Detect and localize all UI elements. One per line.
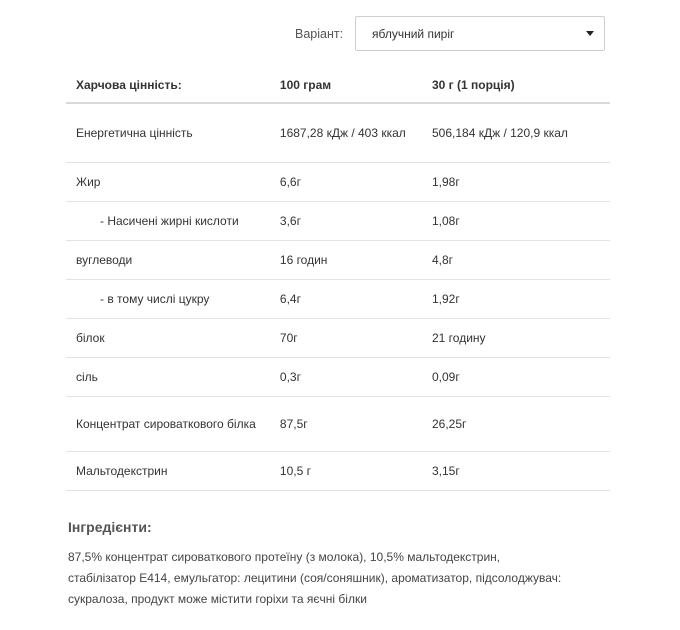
row-name: Жир	[66, 163, 270, 202]
row-per-serving: 21 годину	[422, 319, 610, 358]
row-per-serving: 26,25г	[422, 397, 610, 452]
header-nutrition: Харчова цінність:	[66, 67, 270, 103]
table-row	[66, 280, 610, 319]
table-row	[66, 319, 610, 358]
table-row	[66, 358, 610, 397]
row-name: - в тому числі цукру	[66, 280, 270, 319]
row-per-100g: 10,5 г	[270, 452, 422, 491]
row-per-100g: 0,3г	[270, 358, 422, 397]
row-per-100g: 1687,28 кДж / 403 ккал	[270, 103, 422, 163]
table-row	[66, 397, 610, 452]
row-per-100g: 3,6г	[270, 202, 422, 241]
row-per-serving: 506,184 кДж / 120,9 ккал	[422, 103, 610, 163]
ingredients-text: 87,5% концентрат сироваткового протеїну (з молока), 10,5% мальтодекстрин, стабілізатор Е414, емульгатор: лецитини (соя/соняшник), ароматизатор, підсолоджувач: сукралоза, продукт може містити горіхи та яєчні білки	[68, 550, 562, 606]
variant-selector-row	[295, 15, 605, 52]
caret-down-icon	[586, 31, 594, 36]
variant-label: Варіант:	[295, 26, 344, 41]
row-name: вуглеводи	[66, 241, 270, 280]
row-per-serving: 1,92г	[422, 280, 610, 319]
header-per-100g: 100 грам	[270, 67, 422, 103]
nutrition-table	[66, 67, 610, 491]
header-per-serving: 30 г (1 порція)	[422, 67, 610, 103]
table-row	[66, 103, 610, 163]
table-row	[66, 163, 610, 202]
row-per-100g: 70г	[270, 319, 422, 358]
row-per-serving: 3,15г	[422, 452, 610, 491]
variant-select[interactable]	[355, 16, 605, 51]
table-row	[66, 241, 610, 280]
row-per-serving: 0,09г	[422, 358, 610, 397]
row-per-100g: 6,6г	[270, 163, 422, 202]
ingredients-title: Інгредієнти:	[68, 519, 152, 535]
row-name: сіль	[66, 358, 270, 397]
row-per-100g: 87,5г	[270, 397, 422, 452]
table-row	[66, 452, 610, 491]
row-name: Концентрат сироваткового білка	[66, 397, 270, 452]
variant-selected-value: яблучний пиріг	[372, 26, 455, 41]
row-per-serving: 1,98г	[422, 163, 610, 202]
row-per-100g: 6,4г	[270, 280, 422, 319]
row-per-100g: 16 годин	[270, 241, 422, 280]
table-header-row	[66, 67, 610, 103]
row-name: білок	[66, 319, 270, 358]
row-name: - Насичені жирні кислоти	[66, 202, 270, 241]
row-per-serving: 1,08г	[422, 202, 610, 241]
row-name: Енергетична цінність	[66, 103, 270, 163]
row-name: Мальтодекстрин	[66, 452, 270, 491]
table-row	[66, 202, 610, 241]
row-per-serving: 4,8г	[422, 241, 610, 280]
